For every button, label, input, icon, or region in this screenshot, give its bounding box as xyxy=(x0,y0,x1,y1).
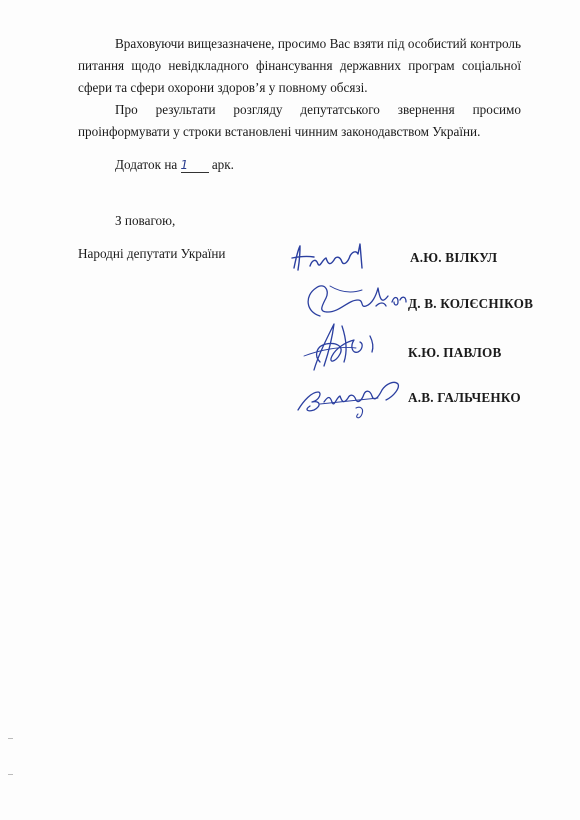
body-paragraph-request: Враховуючи вищезазначене, просимо Вас взяти під особистий контроль питання щодо невідкладного фінансування державних програм соціальної сфери та сфери охорони здоров’я у повному обсязі. xyxy=(78,36,521,95)
scan-margin-mark xyxy=(8,738,13,739)
attachment-count: 1 xyxy=(181,158,209,173)
attachment-prefix: Додаток на xyxy=(115,157,178,172)
scan-margin-mark xyxy=(8,774,13,775)
closing-regards: З повагою, xyxy=(115,213,176,228)
signatory-name-kolesnikov: Д. В. КОЛЄСНІКОВ xyxy=(408,296,534,311)
signature-pavlov xyxy=(300,316,390,376)
attachment-suffix: арк. xyxy=(211,157,234,172)
body-paragraph-inform: Про результати розгляду депутатського звернення просимо проінформувати у строки встановлені чинним законодавством України. xyxy=(78,102,521,139)
signature-vilkul xyxy=(288,240,378,276)
signatories-label: Народні депутати України xyxy=(78,246,226,261)
attachment-line xyxy=(115,154,234,176)
signatory-name-vilkul: А.Ю. ВІЛКУЛ xyxy=(410,250,498,265)
signature-galchenko xyxy=(290,374,410,422)
signatory-name-pavlov: К.Ю. ПАВЛОВ xyxy=(408,345,502,360)
signatory-name-galchenko: А.В. ГАЛЬЧЕНКО xyxy=(408,390,521,405)
